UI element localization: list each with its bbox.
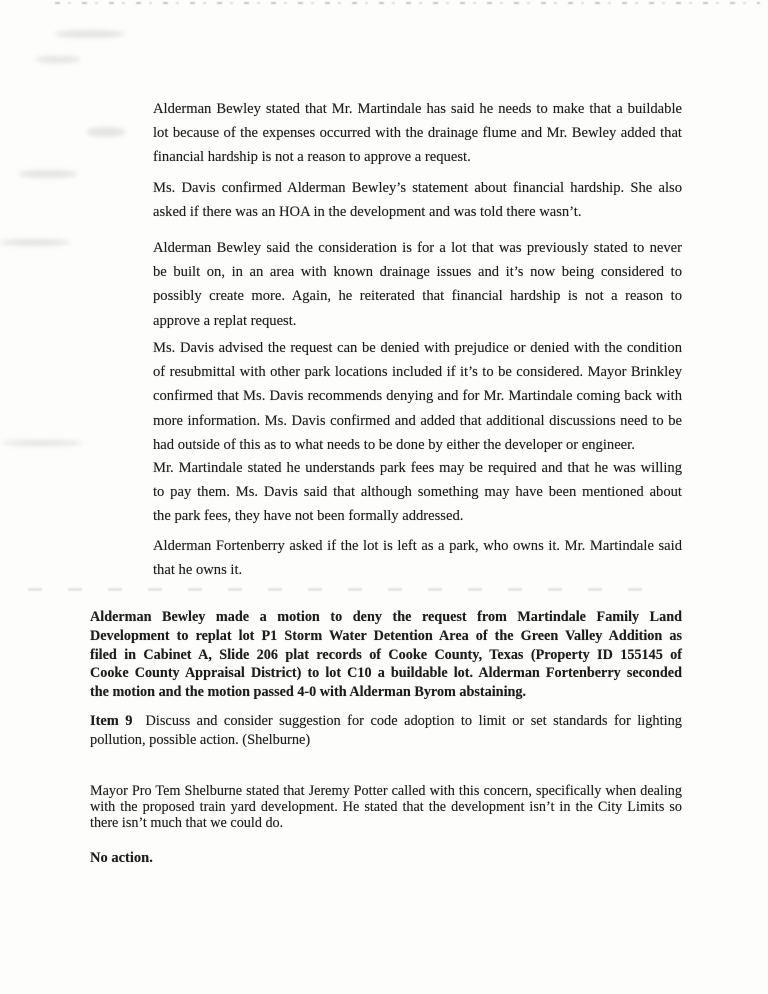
text-line: asked if there was an HOA in the development and was told there wasn’t. (153, 204, 582, 221)
text-line: pollution, possible action. (Shelburne) (90, 732, 311, 748)
text-line: Ms. Davis confirmed Alderman Bewley’s statement about financial hardship. She also (153, 180, 682, 196)
text-line: Alderman Bewley made a motion to deny the request from Martindale Family Land (90, 609, 682, 625)
paragraph-davis-deny-options (153, 336, 682, 457)
paragraph-davis-hoa (153, 176, 682, 224)
paragraph-martindale-park-fees (153, 456, 682, 529)
text-line: Alderman Fortenberry asked if the lot is left as a park, who owns it. Mr. Martindale said (153, 538, 682, 554)
scan-artifact (18, 170, 78, 178)
paragraph-item-9 (90, 712, 682, 750)
text-line: Alderman Bewley stated that Mr. Martindale has said he needs to make that a buildable (153, 101, 682, 117)
scan-artifact (55, 2, 760, 4)
no-action-text (90, 849, 682, 867)
paragraph-fortenberry-ownership (153, 534, 682, 582)
text-line: Alderman Bewley said the consideration is for a lot that was previously stated to never (153, 240, 682, 256)
scan-artifact (28, 588, 668, 591)
text-line: the park fees, they have not been formally addressed. (153, 508, 464, 525)
text-line: Ms. Davis advised the request can be denied with prejudice or denied with the condition (153, 340, 682, 356)
scan-artifact (55, 30, 125, 38)
text-line: confirmed that Ms. Davis recommends denying and for Mr. Martindale coming back with (153, 388, 682, 405)
text-line: the motion and the motion passed 4-0 with Alderman Byrom abstaining. (90, 684, 527, 701)
paragraph-shelburne-lighting (90, 783, 682, 831)
text-line: that he owns it. (153, 562, 243, 579)
text-line: approve a replat request. (153, 312, 297, 329)
item-9-label: Item 9 (90, 713, 133, 729)
scan-artifact (35, 56, 81, 63)
text-line: Development to replat lot P1 Storm Water Detention Area of the Green Valley Addition as (90, 627, 682, 644)
text-line: be built on, in an area with known drainage issues and it’s now being considered to (153, 264, 682, 281)
text-line: Mayor Pro Tem Shelburne stated that Jeremy Potter called with this concern, specifically when dealing (90, 783, 682, 799)
paragraph-bewley-drainage (153, 236, 682, 333)
text-line: financial hardship is not a reason to approve a request. (153, 149, 471, 166)
text-line: Cooke County Appraisal District) to lot C10 a buildable lot. Alderman Fortenberry seconded (90, 665, 682, 682)
text-line: of resubmittal with other park locations included if it’s to be considered. Mayor Brinkley (153, 364, 682, 381)
text-line (90, 712, 682, 731)
text-line: more information. Ms. Davis confirmed and added that additional discussions need to be (153, 412, 682, 429)
text-line: Mr. Martindale stated he understands park fees may be required and that he was willing (153, 460, 682, 476)
item-9-text: Discuss and consider suggestion for code adoption to limit or set standards for lighting (145, 713, 682, 729)
scan-artifact (0, 239, 70, 246)
text-line: lot because of the expenses occurred with the drainage flume and Mr. Bewley added that (153, 125, 682, 142)
text-line: possibly create more. Again, he reiterated that financial hardship is not a reason to (153, 288, 682, 305)
text-line: No action. (90, 850, 153, 866)
text-line: filed in Cabinet A, Slide 206 plat records of Cooke County, Texas (Property ID 155145 of (90, 646, 682, 663)
paragraph-motion-deny-replat (90, 608, 682, 702)
text-line: to pay them. Ms. Davis said that although something may have been mentioned about (153, 484, 682, 501)
text-line: there isn’t much that we could do. (90, 815, 284, 831)
paragraph-bewley-buildable-lot (153, 97, 682, 170)
scan-artifact (86, 127, 126, 137)
scan-artifact (2, 440, 82, 446)
text-line: had outside of this as to what needs to be done by either the developer or engineer. (153, 436, 635, 453)
text-line: with the proposed train yard development. He stated that the development isn’t in the City Limits so (90, 799, 682, 815)
